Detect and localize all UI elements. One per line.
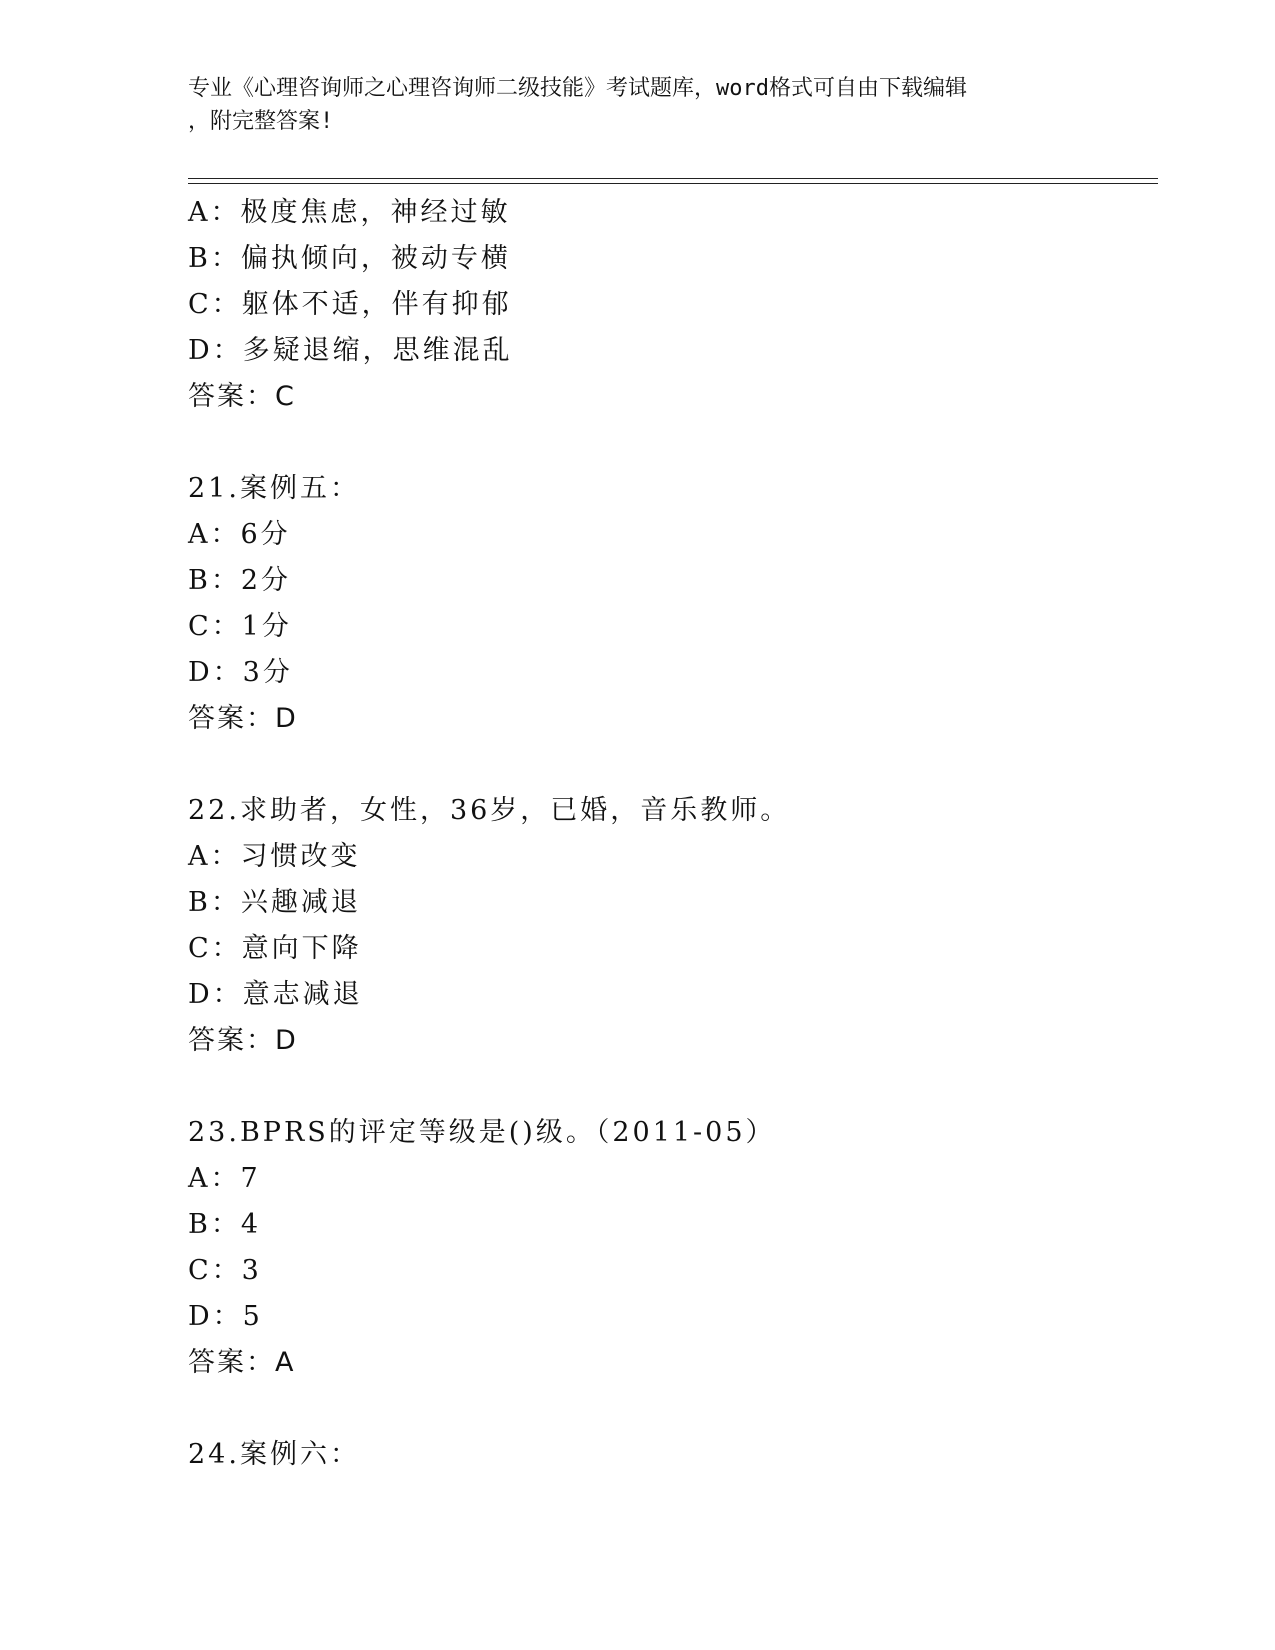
spacer — [188, 742, 1148, 788]
spacer — [188, 1386, 1148, 1432]
option-c: C：3 — [188, 1255, 262, 1286]
question-22 — [188, 788, 1148, 1064]
header-line-1: 专业《心理咨询师之心理咨询师二级技能》考试题库，word格式可自由下载编辑 — [188, 76, 967, 101]
option-a: A：7 — [188, 1163, 261, 1194]
answer-line: 答案：A — [188, 1347, 296, 1378]
option-a: A：极度焦虑，神经过敏 — [188, 197, 511, 228]
question-block-prev — [188, 190, 1148, 420]
option-d: D：3分 — [188, 657, 293, 688]
question-list — [188, 190, 1148, 1478]
question-21 — [188, 466, 1148, 742]
option-d: D：5 — [188, 1301, 263, 1332]
option-d: D：多疑退缩，思维混乱 — [188, 335, 513, 366]
option-b: B：兴趣减退 — [188, 887, 361, 918]
option-c: C：意向下降 — [188, 933, 362, 964]
header-line-2: ，附完整答案! — [188, 109, 334, 134]
question-stem: 24.案例六： — [188, 1439, 360, 1470]
option-b: B：4 — [188, 1209, 262, 1240]
option-c: C：1分 — [188, 611, 292, 642]
header-divider-bottom — [188, 183, 1158, 184]
option-b: B：2分 — [188, 565, 292, 596]
question-stem: 21.案例五： — [188, 473, 360, 504]
question-stem: 23.BPRS的评定等级是()级。（2011-05） — [188, 1117, 776, 1148]
option-d: D：意志减退 — [188, 979, 363, 1010]
question-stem: 22.求助者，女性，36岁，已婚，音乐教师。 — [188, 795, 791, 826]
spacer — [188, 420, 1148, 466]
question-23 — [188, 1110, 1148, 1386]
option-b: B：偏执倾向，被动专横 — [188, 243, 511, 274]
document-header — [188, 72, 1088, 138]
answer-line: 答案：C — [188, 381, 296, 412]
option-a: A：习惯改变 — [188, 841, 361, 872]
option-c: C：躯体不适，伴有抑郁 — [188, 289, 512, 320]
spacer — [188, 1064, 1148, 1110]
question-24 — [188, 1432, 1148, 1478]
header-divider-top — [188, 178, 1158, 179]
option-a: A：6分 — [188, 519, 291, 550]
answer-line: 答案：D — [188, 703, 298, 734]
answer-line: 答案：D — [188, 1025, 298, 1056]
